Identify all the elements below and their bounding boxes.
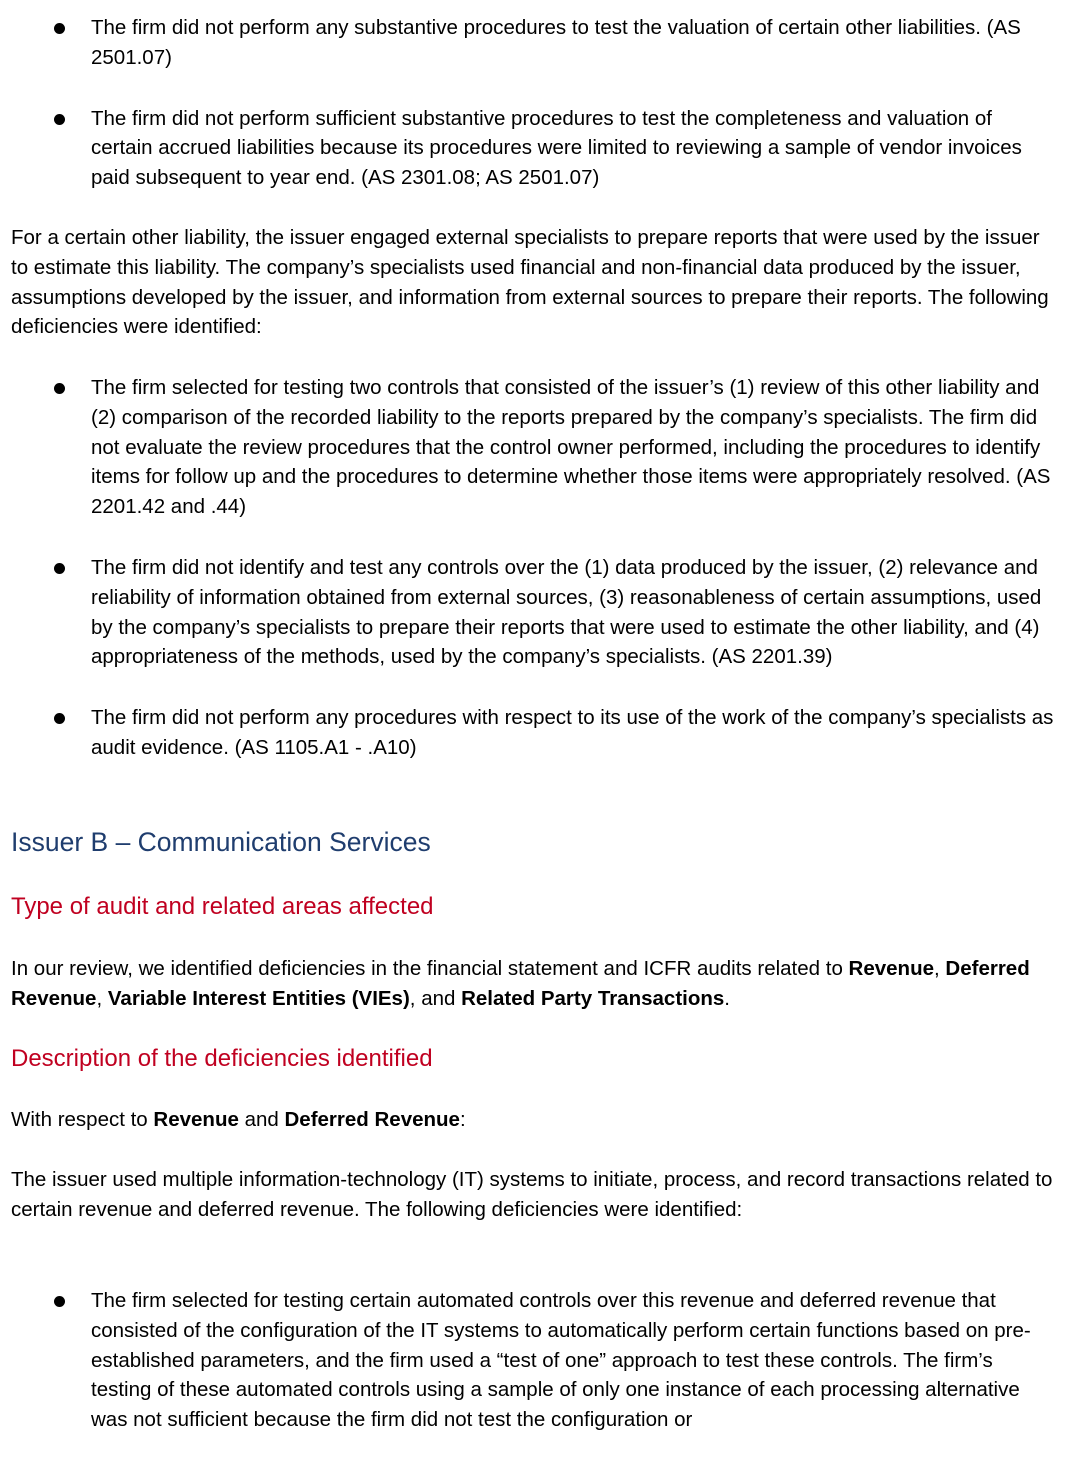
bold-term: Revenue <box>848 957 935 980</box>
bold-term: Revenue <box>153 1108 239 1131</box>
respect-text: : <box>459 1108 466 1131</box>
list-item <box>0 1286 1055 1435</box>
bold-term: Variable Interest Entities (VIEs) <box>107 986 410 1010</box>
bullet-icon <box>54 563 65 574</box>
bold-term: Deferred Revenue <box>11 957 1030 1010</box>
respect-text: With respect to <box>11 1108 154 1131</box>
review-text: , and <box>409 986 462 1010</box>
bullet-text: The firm did not perform any substantive procedures to test the valuation of certain other liabilities. (AS 2501.07) <box>91 16 1021 69</box>
bullet-text: The firm did not perform any procedures with respect to its use of the work of the company’s specialists as audit evidence. (AS 1105.A1 - .A10) <box>91 706 1054 759</box>
bullet-text: The firm did not identify and test any controls over the (1) data produced by the issuer, (2) relevance and reliability of information obtained from external sources, (3) reasonableness of certain assumptions, used by the company’s specialists to prepare their reports that were used to estimate the other liability, and (4) appropriateness of the methods, used by the company’s specialists. (AS 2201.39) <box>91 555 1042 669</box>
respect-text: and <box>238 1108 285 1131</box>
review-text: . <box>724 986 730 1010</box>
paragraph-it-systems: The issuer used multiple information-technology (IT) systems to initiate, process, and record transactions related to certain revenue and deferred revenue. The following deficiencies were identified: <box>11 1168 1053 1221</box>
list-item <box>0 13 1055 73</box>
bullet-icon <box>54 713 65 724</box>
bullet-list-bottom <box>0 1286 1065 1435</box>
paragraph-respect <box>11 1105 1056 1135</box>
bullet-icon <box>54 1296 65 1307</box>
bullet-text: The firm did not perform sufficient substantive procedures to test the completeness and valuation of certain accrued liabilities because its procedures were limited to reviewing a sample of vendor invoices paid subsequent to year end. (AS 2301.08; AS 2501.07) <box>91 106 1022 190</box>
list-item <box>0 553 1055 672</box>
bullet-icon <box>54 383 65 394</box>
review-text: In our review, we identified deficiencies in the financial statement and ICFR audits related to <box>11 957 849 980</box>
bullet-text: The firm selected for testing certain automated controls over this revenue and deferred revenue that consisted of the configuration of the IT systems to automatically perform certain functions based on pre-established parameters, and the firm used a “test of one” approach to test these controls. The firm’s testing of these automated controls using a sample of only one instance of each processing alternative was not sufficient because the firm did not test the configuration or <box>91 1289 1031 1432</box>
issuer-heading: Issuer B – Communication Services <box>11 827 431 857</box>
type-heading: Type of audit and related areas affected <box>11 893 434 920</box>
bullet-icon <box>54 23 65 34</box>
bold-term: Deferred Revenue <box>284 1108 460 1131</box>
bullet-list-top <box>0 13 1065 193</box>
list-item <box>0 104 1055 193</box>
bullet-list-mid <box>0 373 1065 763</box>
description-heading: Description of the deficiencies identified <box>11 1045 433 1072</box>
bold-term: Related Party Transactions <box>461 986 725 1010</box>
paragraph-review <box>11 954 1056 1014</box>
list-item <box>0 373 1055 522</box>
list-item <box>0 703 1055 763</box>
paragraph-other-liability: For a certain other liability, the issuer engaged external specialists to prepare reports that were used by the issuer to estimate this liability. The company’s specialists used financial and non-financial data produced by the issuer, assumptions developed by the issuer, and information from external sources to prepare their reports. The following deficiencies were identified: <box>11 226 1049 339</box>
bullet-icon <box>54 114 65 125</box>
bullet-text: The firm selected for testing two controls that consisted of the issuer’s (1) review of this other liability and (2) comparison of the recorded liability to the reports prepared by the company’s specialists. The firm did not evaluate the review procedures that the control owner performed, including the procedures to identify items for follow up and the procedures to determine whether those items were appropriately resolved. (AS 2201.42 and .44) <box>91 376 1051 519</box>
review-text: , <box>96 986 108 1010</box>
review-text: , <box>934 957 946 980</box>
